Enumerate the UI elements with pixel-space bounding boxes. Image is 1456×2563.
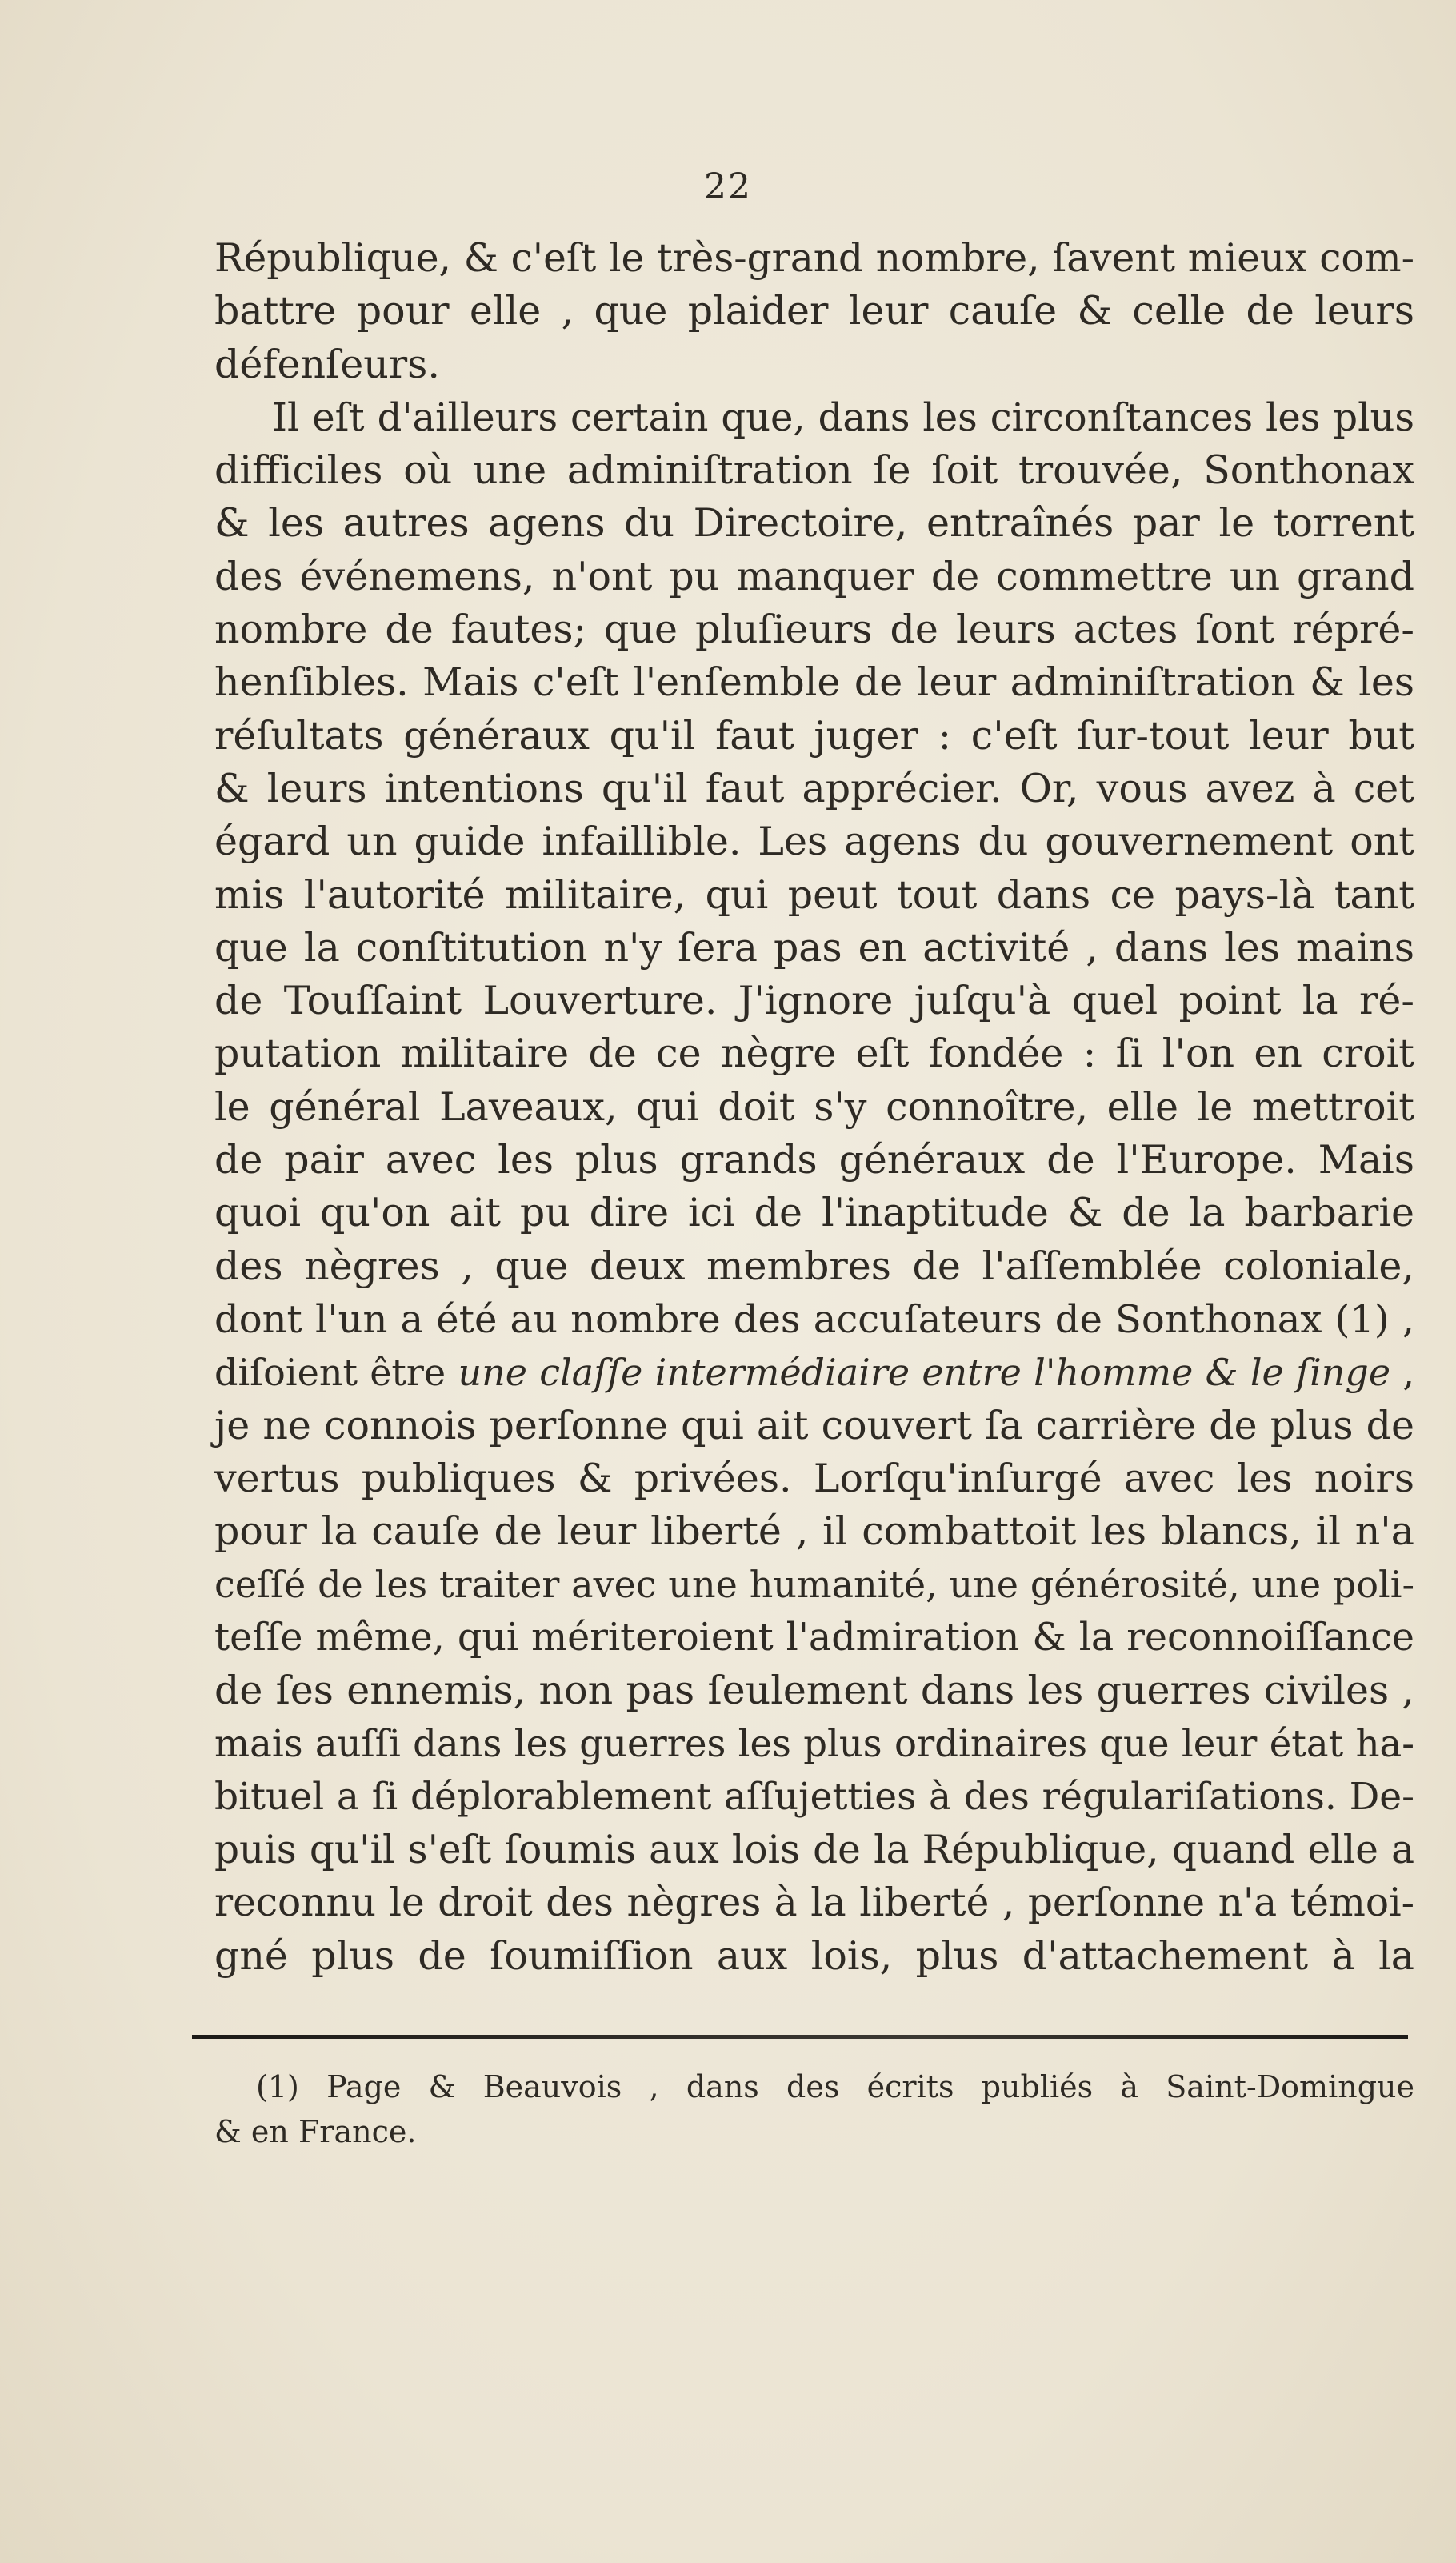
italic-quote: une claſſe intermédiaire entre l'homme & le ſinge (458, 1351, 1391, 1395)
text-line: & les autres agens du Directoire, entraînés par le torrent (214, 500, 1414, 547)
text-line: bituel a ſi déplorablement aſſujetties à des régulariſations. De- (214, 1774, 1414, 1819)
text-line: que la conſtitution n'y ſera pas en activité , dans les mains (214, 924, 1414, 971)
text-line: mais auſſi dans les guerres les plus ordinaires que leur état ha- (214, 1722, 1414, 1766)
text-line: putation militaire de ce nègre eſt fondée : ſi l'on en croit (214, 1031, 1414, 1077)
footnote-line: & en France. (214, 2114, 417, 2149)
text-line: de ſes ennemis, non pas ſeulement dans les guerres civiles , (214, 1668, 1414, 1714)
text-line: République, & c'eſt le très-grand nombre, ſavent mieux com- (214, 236, 1414, 281)
body-text (214, 232, 1414, 1983)
text-segment: , (1390, 1351, 1415, 1395)
footnote-line: (1) Page & Beauvois , dans des écrits publiés à Saint-Domingue (256, 2069, 1414, 2104)
text-line: battre pour elle , que plaider leur cauſe & celle de leurs (214, 288, 1414, 334)
text-line: vertus publiques & privées. Lorſqu'inſurgé avec les noirs (214, 1455, 1414, 1501)
text-line: ceſſé de les traiter avec une humanité, une générosité, une poli- (214, 1563, 1414, 1607)
text-line: le général Laveaux, qui doit s'y connoître, elle le mettroit (214, 1083, 1414, 1130)
text-line: égard un guide infaillible. Les agens du gouvernement ont (214, 819, 1414, 865)
text-segment: diſoient être (214, 1351, 458, 1395)
text-line: henſibles. Mais c'eſt l'enſemble de leur adminiſtration & les (214, 659, 1414, 706)
footnote-divider (192, 2035, 1408, 2039)
page-number: 22 (704, 166, 752, 207)
text-line: pour la cauſe de leur liberté , il combattoit les blancs, il n'a (214, 1508, 1414, 1555)
text-line: mis l'autorité militaire, qui peut tout dans ce pays-là tant (214, 871, 1414, 918)
text-line: des événemens, n'ont pu manquer de commettre un grand (214, 553, 1414, 599)
text-line: nombre de fautes; que pluſieurs de leurs actes ſont répré- (214, 607, 1414, 653)
text-line: des nègres , que deux membres de l'aſſemblée coloniale, (214, 1243, 1414, 1289)
text-line: réſultats généraux qu'il faut juger : c'eſt ſur-tout leur but (214, 712, 1414, 759)
text-line: difficiles où une adminiſtration ſe ſoit trouvée, Sonthonax (214, 447, 1414, 494)
text-line: teſſe même, qui mériteroient l'admiration & la reconnoiſſance (214, 1615, 1414, 1660)
text-line-with-italic (214, 1346, 1414, 1399)
text-line: de pair avec les plus grands généraux de l'Europe. Mais (214, 1137, 1414, 1183)
text-line: dont l'un a été au nombre des accuſateurs de Sonthonax (1) , (214, 1296, 1414, 1342)
text-line: quoi qu'on ait pu dire ici de l'inaptitude & de la barbarie (214, 1190, 1414, 1236)
text-line: Il eſt d'ailleurs certain que, dans les circonſtances les plus (272, 394, 1414, 440)
text-line: & leurs intentions qu'il faut apprécier. Or, vous avez à cet (214, 765, 1414, 811)
text-line: reconnu le droit des nègres à la liberté , perſonne n'a témoi- (214, 1880, 1414, 1926)
footnote (214, 2064, 1414, 2154)
text-line: gné plus de ſoumiſſion aux lois, plus d'attachement à la (214, 1932, 1414, 1979)
text-line: défenſeurs. (214, 341, 440, 387)
text-line: de Touſſaint Louverture. J'ignore juſqu'à quel point la ré- (214, 978, 1414, 1024)
text-line: je ne connois perſonne qui ait couvert ſa carrière de plus de (214, 1402, 1414, 1448)
text-line: puis qu'il s'eſt ſoumis aux lois de la République, quand elle a (214, 1827, 1414, 1872)
